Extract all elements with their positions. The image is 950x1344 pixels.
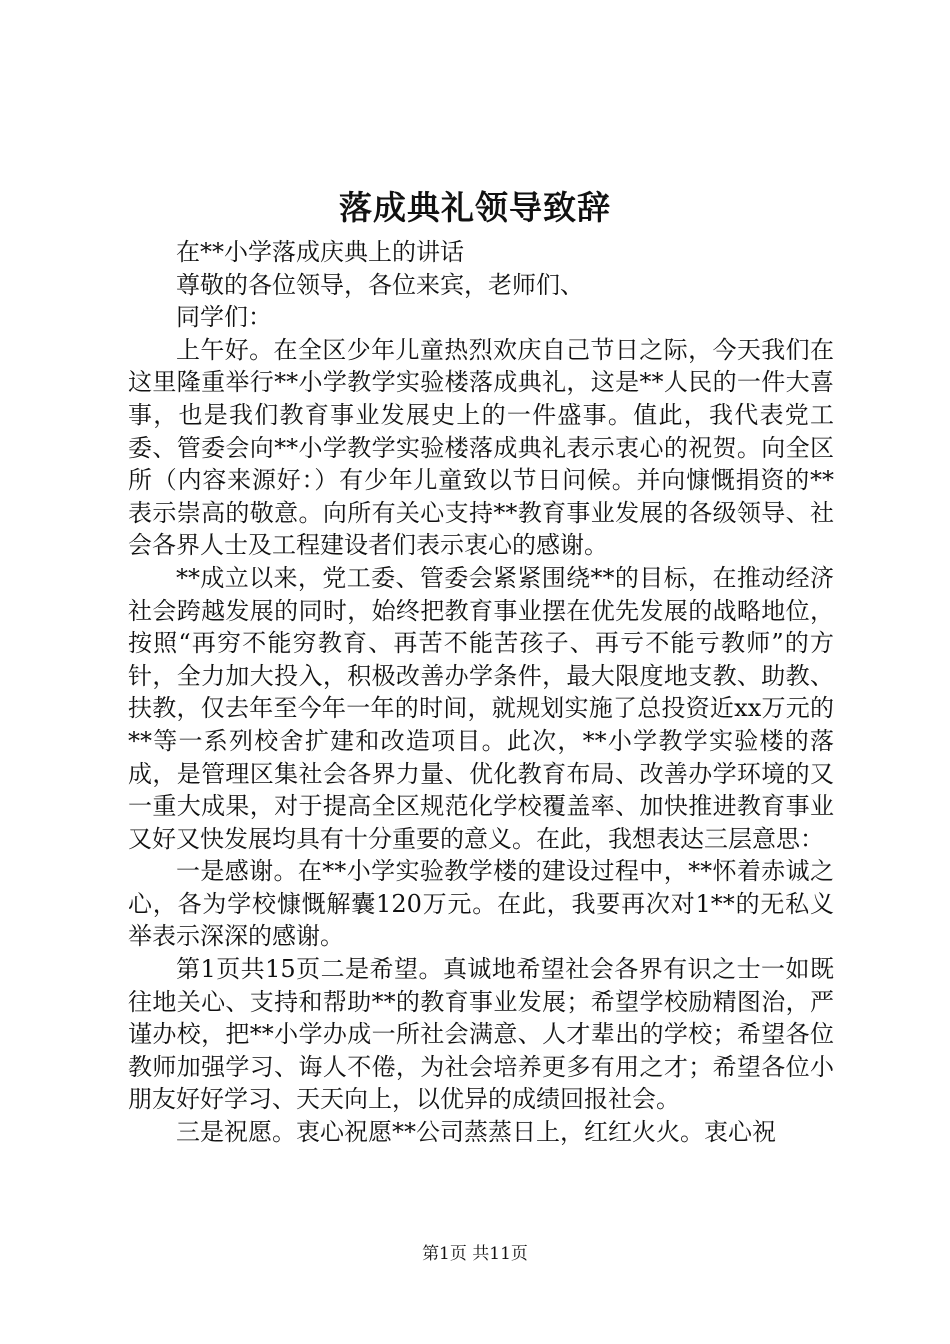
document-title: 落成典礼领导致辞	[339, 188, 611, 227]
paragraph-development: **成立以来，党工委、管委会紧紧围绕**的目标，在推动经济社会跨越发展的同时，始终把教育事业摆在优先发展的战略地位，按照“再穷不能穷教育、再苦不能苦孩子、再亏不能亏教师”的方针，全力加大投入，积极改善办学条件，最大限度地支教、助教、扶教，仅去年至今年一年的时间，就规划实施了总投资近xx万元的**等一系列校舍扩建和改造项目。此次，**小学教学实验楼的落成，是管理区集社会各界力量、优化教育布局、改善办学环境的又一重大成果，对于提高全区规范化学校覆盖率、加快推进教育事业又好又快发展均具有十分重要的意义。在此，我想表达三层意思：	[128, 563, 834, 853]
paragraph-greeting: 上午好。在全区少年儿童热烈欢庆自己节日之际，今天我们在这里隆重举行**小学教学实验楼落成典礼，这是**人民的一件大喜事，也是我们教育事业发展史上的一件盛事。值此，我代表党工委、管委会向**小学教学实验楼落成典礼表示衷心的祝贺。向全区所（内容来源好：）有少年儿童致以节日问候。并向慷慨捐资的**表示崇高的敬意。向所有关心支持**教育事业发展的各级领导、社会各界人士及工程建设者们表示衷心的感谢。	[128, 335, 834, 560]
paragraph-wishes: 三是祝愿。衷心祝愿**公司蒸蒸日上，红红火火。衷心祝	[176, 1118, 776, 1147]
paragraph-thanks: 一是感谢。在**小学实验教学楼的建设过程中，**怀着赤诚之心，各为学校慷慨解囊120万元。在此，我要再次对1**的无私义举表示深深的感谢。	[128, 857, 834, 951]
paragraph-salutation-cont: 同学们：	[176, 303, 272, 332]
paragraph-heading: 在**小学落成庆典上的讲话	[176, 238, 464, 266]
paragraph-salutation: 尊敬的各位领导，各位来宾，老师们、	[176, 270, 584, 299]
paragraph-hope: 第1页共15页二是希望。真诚地希望社会各界有识之士一如既往地关心、支持和帮助**的教育事业发展；希望学校励精图治，严谨办校，把**小学办成一所社会满意、人才辈出的学校；希望各位教师加强学习、诲人不倦，为社会培养更多有用之才；希望各位小朋友好好学习、天天向上，以优异的成绩回报社会。	[128, 955, 834, 1114]
page-footer: 第1页 共11页	[422, 1244, 528, 1264]
document-body	[128, 236, 834, 1149]
